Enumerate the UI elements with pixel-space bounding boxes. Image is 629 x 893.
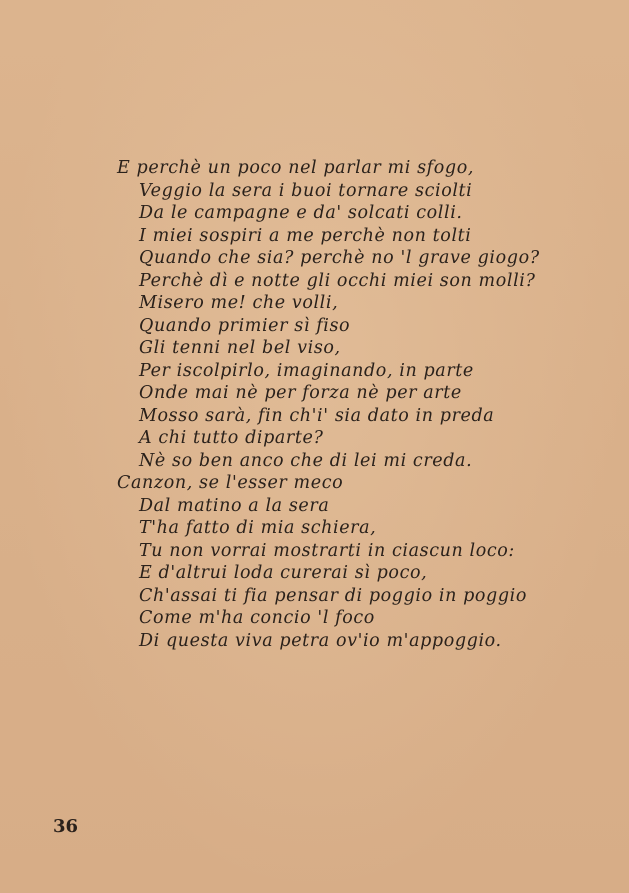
poem-line: T'ha fatto di mia schiera,: [139, 518, 377, 538]
poem-line: Da le campagne e da' solcati colli.: [139, 203, 463, 223]
poem-line: Gli tenni nel bel viso,: [139, 338, 341, 358]
poem-line: Per iscolpirlo, imaginando, in parte: [139, 361, 474, 381]
poem-line: Mosso sarà, fin ch'i' sia dato in preda: [139, 406, 495, 426]
poem-line: E perchè un poco nel parlar mi sfogo,: [117, 158, 474, 178]
poem-line: Dal matino a la sera: [139, 496, 330, 516]
poem-line: E d'altrui loda curerai sì poco,: [139, 563, 428, 583]
poem-line: Tu non vorrai mostrarti in ciascun loco:: [139, 541, 515, 561]
page-number: 36: [53, 816, 79, 837]
poem-line: Veggio la sera i buoi tornare sciolti: [139, 181, 473, 201]
poem-line: Canzon, se l'esser meco: [117, 473, 344, 493]
poem-line: Come m'ha concio 'l foco: [139, 608, 375, 628]
poem-line: Quando primier sì fiso: [139, 316, 351, 336]
poem-line: Ch'assai ti fia pensar di poggio in poggio: [139, 586, 527, 606]
poem-line: Perchè dì e notte gli occhi miei son molli?: [139, 271, 536, 291]
poem-line: A chi tutto diparte?: [139, 428, 324, 448]
poem-line: Di questa viva petra ov'io m'appoggio.: [139, 631, 502, 651]
poem-line: Quando che sia? perchè no 'l grave giogo?: [139, 248, 540, 268]
poem-line: Misero me! che volli,: [139, 293, 339, 313]
poem-line: Nè so ben anco che di lei mi creda.: [139, 451, 473, 471]
poem-line: I miei sospiri a me perchè non tolti: [139, 226, 472, 246]
poem-line: Onde mai nè per forza nè per arte: [139, 383, 462, 403]
